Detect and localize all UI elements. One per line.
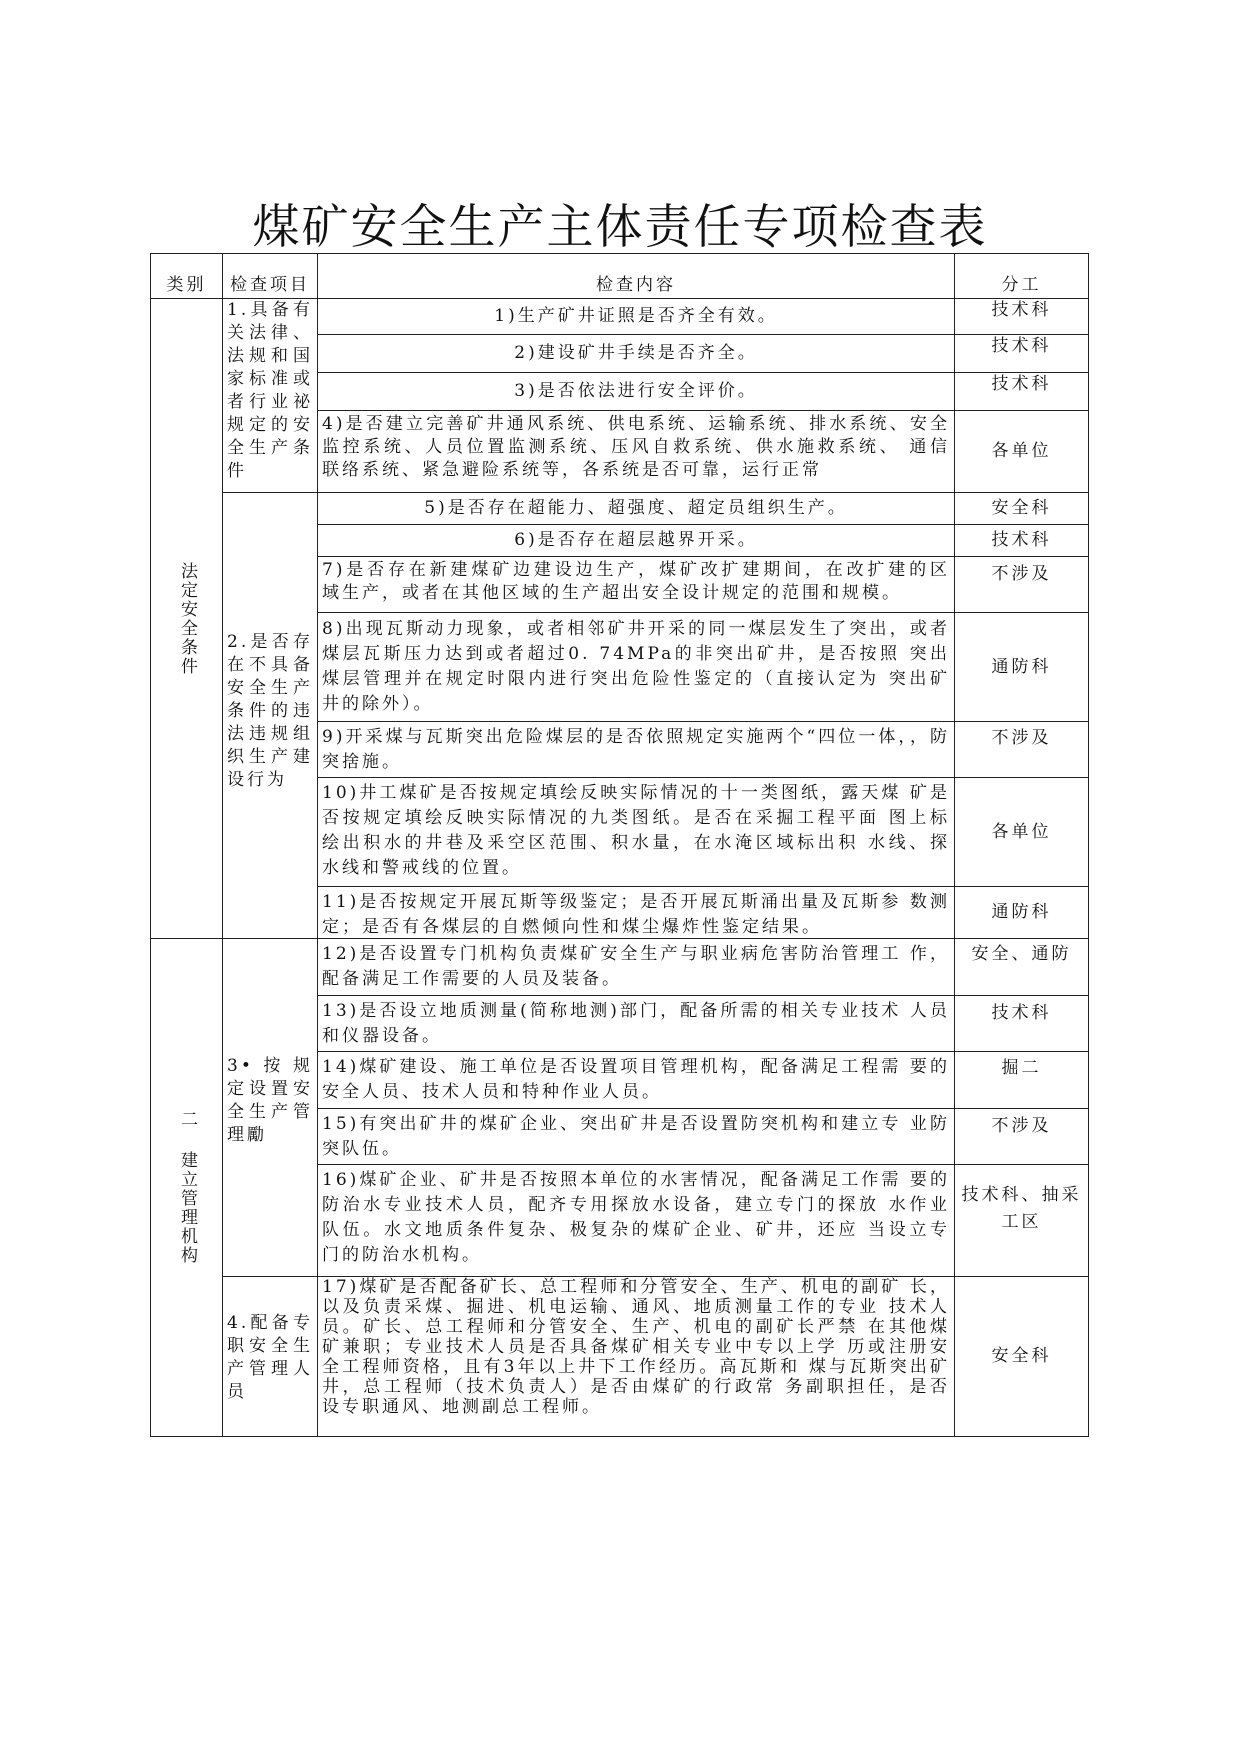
division-row-9: 不涉及 xyxy=(955,722,1088,778)
content-row-5: 5)是否存在超能力、超强度、超定员组织生产。 xyxy=(318,493,955,525)
division-row-11: 通防科 xyxy=(955,887,1088,939)
category-legal-conditions xyxy=(151,299,223,939)
division-row-5: 安全科 xyxy=(955,493,1088,525)
item-1: 1.具备有关法律、法规和国家标准或者行业祕规定的安全生产条件 xyxy=(223,299,318,493)
content-row-9: 9)开采煤与瓦斯突出危险煤层的是否依照规定实施两个“四位一体，，防突捨施。 xyxy=(318,722,955,778)
item-4: 4.配备专职安全生产管理人员 xyxy=(223,1277,318,1436)
content-row-1: 1)生产矿井证照是否齐全有效。 xyxy=(318,299,955,335)
content-row-6: 6)是否存在超层越界开采。 xyxy=(318,525,955,557)
division-row-13: 技术科 xyxy=(955,996,1088,1052)
division-row-16: 技术科、抽采工区 xyxy=(955,1165,1088,1277)
division-row-4: 各单位 xyxy=(955,411,1088,493)
category-label: 法定安全条件 xyxy=(177,561,197,676)
header-item: 检查项目 xyxy=(223,254,318,299)
content-row-4: 4)是否建立完善矿井通风系统、供电系统、运输系统、排水系统、安全监控系统、人员位置监测系统、压风自救系统、供水施救系统、 通信联络系统、紧急避险系统等，各系统是否可靠，运行正常 xyxy=(318,411,955,493)
item-2: 2.是否存在不具备安全生产条件的违法违规组织生产建设行为 xyxy=(223,493,318,939)
header-content: 检查内容 xyxy=(318,254,955,299)
division-row-8: 通防科 xyxy=(955,613,1088,722)
header-division: 分工 xyxy=(955,254,1088,299)
category-management-org xyxy=(151,939,223,1436)
header-category: 类别 xyxy=(151,254,223,299)
category-label: 二 建立管理机构 xyxy=(177,1110,197,1265)
content-row-11: 11)是否按规定开展瓦斯等级鉴定；是否开展瓦斯涌出量及瓦斯参 数测定；是否有各煤层的自燃倾向性和煤尘爆炸性鉴定结果。 xyxy=(318,887,955,939)
content-row-3: 3)是否依法进行安全评价。 xyxy=(318,373,955,411)
content-row-15: 15)有突出矿井的煤矿企业、突出矿井是否设置防突机构和建立专 业防突队伍。 xyxy=(318,1109,955,1165)
division-row-6: 技术科 xyxy=(955,525,1088,557)
content-row-17: 17)煤矿是否配备矿长、总工程师和分管安全、生产、机电的副矿 长，以及负责采煤、掘进、机电运输、通风、地质测量工作的专业 技术人员。矿长、总工程师和分管安全、生产、机电的副矿长严禁 在其他煤矿兼职；专业技术人员是否具备煤矿相关专业中专以上学 历或注册安全工程师资格，且有3年以上井下工作经历。高瓦斯和 煤与瓦斯突出矿井，总工程师（技术负责人）是否由煤矿的行政常 务副职担任，是否设专职通风、地测副总工程师。 xyxy=(318,1277,955,1436)
item-3: 3•按规定设置安全生产管理勵 xyxy=(223,939,318,1277)
inspection-table xyxy=(150,253,1089,1437)
content-row-16: 16)煤矿企业、矿井是否按照本单位的水害情况，配备满足工作需 要的防治水专业技术人员，配齐专用探放水设备，建立专门的探放 水作业队伍。水文地质条件复杂、极复杂的煤矿企业、矿井，还应 当设立专门的防治水机构。 xyxy=(318,1165,955,1277)
content-row-13: 13)是否设立地质测量(简称地测)部门，配备所需的相关专业技术 人员和仪器设备。 xyxy=(318,996,955,1052)
division-row-1: 技术科 xyxy=(955,299,1088,335)
division-row-17: 安全科 xyxy=(991,1346,1052,1366)
division-row-12: 安全、通防 xyxy=(955,939,1088,996)
division-row-14: 掘二 xyxy=(955,1052,1088,1109)
content-row-12: 12)是否设置专门机构负责煤矿安全生产与职业病危害防治管理工 作，配备满足工作需要的人员及装备。 xyxy=(318,939,955,996)
division-row-2: 技术科 xyxy=(955,335,1088,373)
page-title: 煤矿安全生产主体责任专项检查表 xyxy=(252,200,988,255)
content-row-7: 7)是否存在新建煤矿边建设边生产，煤矿改扩建期间，在改扩建的区 域生产，或者在其他区域的生产超出安全设计规定的范围和规模。 xyxy=(318,557,955,613)
content-row-2: 2)建设矿井手续是否齐全。 xyxy=(318,335,955,373)
division-row-10: 各单位 xyxy=(955,778,1088,887)
division-row-15: 不涉及 xyxy=(955,1109,1088,1165)
content-row-8: 8)出现瓦斯动力现象，或者相邻矿井开采的同一煤层发生了突出，或者煤层瓦斯压力达到或者超过0. 74MPa的非突出矿井，是否按照 突出煤层管理并在规定时限内进行突出危险性鉴定的（直接认定为 突出矿井的除外）。 xyxy=(318,613,955,722)
division-row-7: 不涉及 xyxy=(955,557,1088,613)
division-row-3: 技术科 xyxy=(955,373,1088,411)
content-row-10: 10)井工煤矿是否按规定填绘反映实际情况的十一类图纸，露天煤 矿是否按规定填绘反映实际情况的九类图纸。是否在采掘工程平面 图上标绘出积水的井巷及釆空区范围、积水量，在水淹区域标出积 水线、探水线和警戒线的位置。 xyxy=(318,778,955,887)
content-row-14: 14)煤矿建设、施工单位是否设置项目管理机构，配备满足工程需 要的安全人员、技术人员和特种作业人员。 xyxy=(318,1052,955,1109)
